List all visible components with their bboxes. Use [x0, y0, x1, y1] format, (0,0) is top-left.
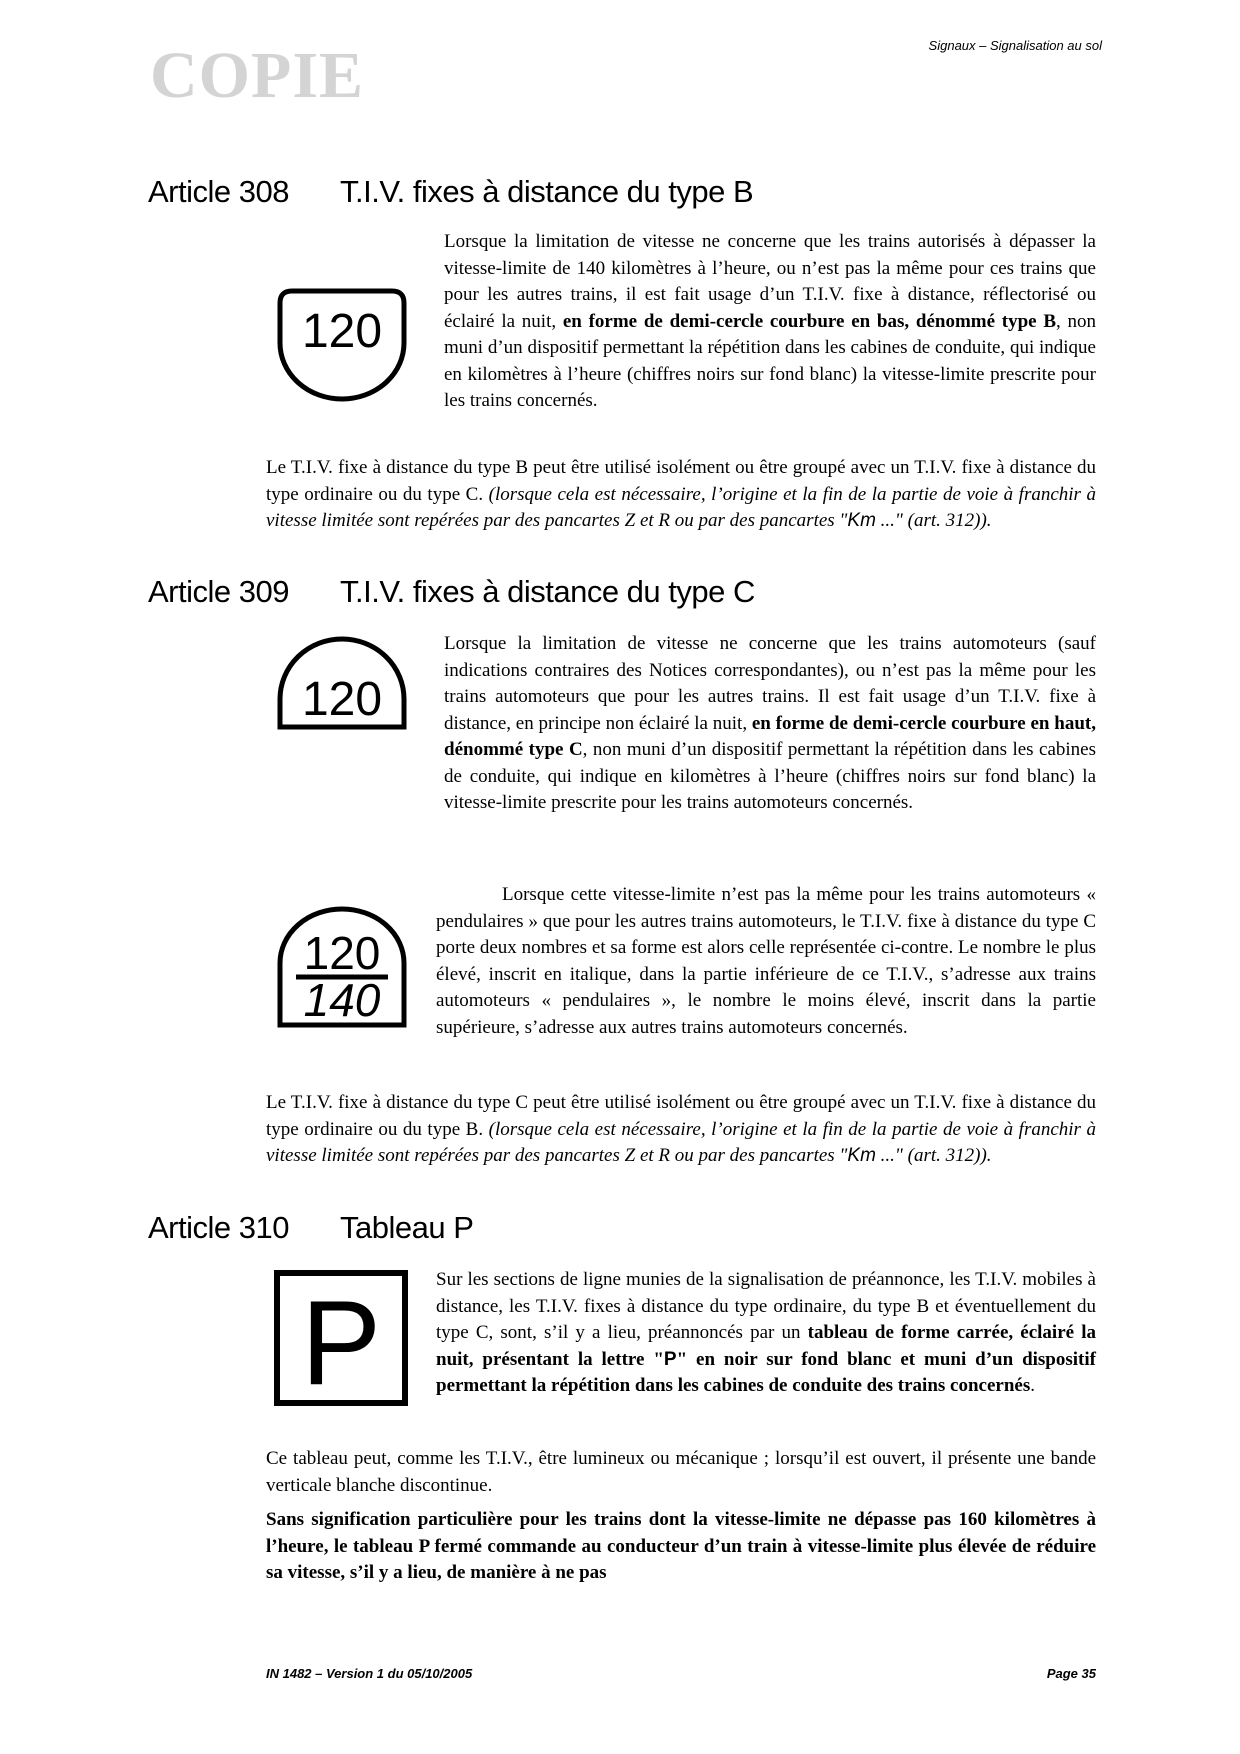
article-title: T.I.V. fixes à distance du type C: [340, 574, 755, 609]
tiv-type-b-sign: [276, 287, 408, 403]
italic-run: (lorsque cela est nécessaire, l’origine et la fin de la partie de voie à franchir à vitesse limitée sont repérées par des pancartes Z et R ou par des pancartes ": [266, 1118, 1096, 1166]
sign-upper-speed: 120: [303, 927, 381, 979]
bold-run: " en noir sur fond blanc et muni d’un dispositif permettant la répétition dans les cabines de conduite des trains concernés: [436, 1348, 1096, 1396]
italic-run: ..." (art. 312)).: [875, 1145, 992, 1166]
text-run: Lorsque la limitation de vitesse ne concerne que les trains autorisés à dépasser la vitesse-limite de 140 kilomètres à l’heure, ou n’est pas la même pour ces trains que pour les autres trains, il est fait usage d’un T.I.V. fixe à distance, réflectorisé ou éclairé la nuit,: [444, 231, 1096, 332]
tiv-type-c-sign: [276, 635, 408, 731]
text-run: , non muni d’un dispositif permettant la répétition dans les cabines de conduite, qui indique en kilomètres à l’heure (chiffres noirs sur fond blanc) la vitesse-limite prescrite pour les trains automoteurs concernés.: [444, 739, 1096, 813]
article-310-paragraph-3: Sans signification particulière pour les trains dont la vitesse-limite ne dépasse pas 160 kilomètres à l’heure, le tableau P fermé commande au conducteur d’un train à vitesse-limite plus élevée de réduire sa vitesse, s’il y a lieu, de manière à ne pas: [266, 1509, 1096, 1583]
bold-run: en forme de demi-cercle courbure en haut, dénommé type C: [444, 712, 1096, 760]
footer-reference: IN 1482 – Version 1 du 05/10/2005: [266, 1666, 473, 1681]
running-header: Signaux – Signalisation au sol: [928, 38, 1102, 53]
article-308-paragraph-1: [444, 229, 1096, 415]
article-number: Article 309: [148, 574, 289, 609]
article-title: Tableau P: [340, 1210, 474, 1245]
text-run: Lorsque la limitation de vitesse ne concerne que les trains automoteurs (sauf indications contraires des Notices correspondantes), ou n’est pas la même pour les trains automoteurs que pour les autres trains. Il est fait usage d’un T.I.V. fixe à distance, en principe non éclairé la nuit,: [444, 633, 1096, 734]
km-label: Km: [847, 510, 876, 531]
article-308-paragraph-2: [266, 455, 1096, 535]
sign-letter: P: [300, 1276, 382, 1406]
article-309-paragraph-2: Lorsque cette vitesse-limite n’est pas la même pour les trains automoteurs « pendulaires » que pour les autres trains automoteurs, le T.I.V. fixe à distance du type C porte deux nombres et sa forme est alors celle représentée ci-contre. Le nombre le plus élevé, inscrit en italique, dans la partie inférieure de ce T.I.V., s’adresse aux trains automoteurs « pendulaires », le nombre le moins élevé, inscrit dans la partie supérieure, s’adresse aux autres trains automoteurs concernés.: [436, 884, 1096, 1038]
sign-speed-value: 120: [301, 305, 383, 358]
tiv-type-c-double-sign: [276, 905, 408, 1029]
article-number: Article 308: [148, 174, 289, 209]
tableau-p-sign: [274, 1270, 408, 1406]
italic-run: (lorsque cela est nécessaire, l’origine et la fin de la partie de voie à franchir à vitesse limitée sont repérées par des pancartes Z et R ou par des pancartes ": [266, 483, 1096, 531]
text-run: Le T.I.V. fixe à distance du type C peut être utilisé isolément ou être groupé avec un T.I.V. fixe à distance du type ordinaire ou du type B.: [266, 1092, 1096, 1140]
bold-run: tableau de forme carrée, éclairé la nuit, présentant la lettre ": [436, 1322, 1096, 1370]
article-309-paragraph-1: [444, 631, 1096, 817]
bold-run: en forme de demi-cercle courbure en bas, dénommé type B: [562, 310, 1057, 332]
sign-lower-speed: 140: [303, 974, 381, 1026]
sign-speed-value: 120: [301, 673, 383, 726]
text-run: , non muni d’un dispositif permettant la répétition dans les cabines de conduite, qui indique en kilomètres à l’heure (chiffres noirs sur fond blanc) la vitesse-limite prescrite pour les trains concernés.: [444, 310, 1097, 411]
article-309-paragraph-3: [266, 1090, 1096, 1170]
letter-p: P: [663, 1348, 677, 1370]
km-label: Km: [847, 1145, 876, 1166]
article-number: Article 310: [148, 1210, 289, 1245]
article-310-paragraph-2: Ce tableau peut, comme les T.I.V., être lumineux ou mécanique ; lorsqu’il est ouvert, il présente une bande verticale blanche discontinue.: [266, 1448, 1096, 1496]
article-310-paragraph-1: [436, 1267, 1096, 1400]
text-run: Sur les sections de ligne munies de la signalisation de préannonce, les T.I.V. mobiles à distance, les T.I.V. fixes à distance du type ordinaire, du type B et éventuellement du type C, sont, s’il y a lieu, préannoncés par un: [436, 1269, 1096, 1343]
article-title: T.I.V. fixes à distance du type B: [340, 174, 754, 209]
article-309-heading: [148, 574, 755, 610]
text-run: Le T.I.V. fixe à distance du type B peut être utilisé isolément ou être groupé avec un T.I.V. fixe à distance du type ordinaire ou du type C.: [266, 457, 1096, 505]
article-310-heading: [148, 1210, 473, 1246]
italic-run: ..." (art. 312)).: [875, 510, 992, 531]
text-run: .: [1030, 1375, 1035, 1396]
article-308-heading: [148, 174, 753, 210]
copy-watermark: COPIE: [150, 39, 365, 112]
page-number: Page 35: [1046, 1666, 1096, 1681]
